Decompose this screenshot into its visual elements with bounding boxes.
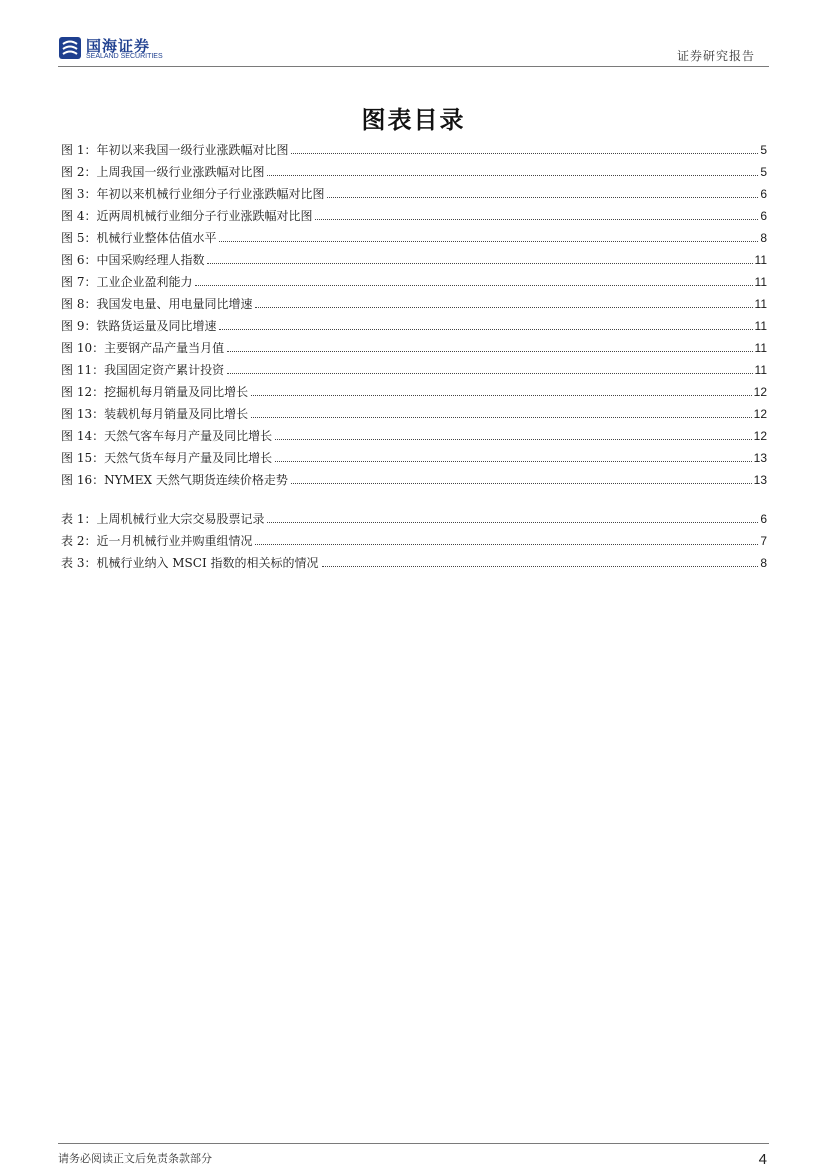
toc-dot-leader — [255, 306, 752, 308]
toc-entry-label: 图 10：主要钢产品产量当月值 — [61, 341, 225, 355]
toc-dot-leader — [251, 394, 752, 396]
brand-name-cn: 国海证券 — [86, 37, 151, 55]
figure-list — [61, 136, 767, 488]
toc-entry-page: 13 — [753, 473, 767, 487]
toc-figure-entry[interactable] — [61, 312, 767, 334]
toc-figure-entry[interactable] — [61, 268, 767, 290]
toc-entry-page: 11 — [754, 341, 767, 355]
toc-entry-label: 图 12：挖掘机每月销量及同比增长 — [61, 385, 249, 399]
toc-figure-entry[interactable] — [61, 224, 767, 246]
toc-figure-entry[interactable] — [61, 334, 767, 356]
toc-dot-leader — [275, 460, 752, 462]
toc-dot-leader — [227, 350, 752, 352]
toc-dot-leader — [207, 262, 752, 264]
toc-entry-page: 12 — [753, 407, 767, 421]
toc-figure-entry[interactable] — [61, 378, 767, 400]
toc-entry-label: 图 13：装载机每月销量及同比增长 — [61, 407, 249, 421]
toc-entry-page: 11 — [754, 275, 767, 289]
toc-dot-leader — [291, 152, 758, 154]
toc-entry-page: 11 — [754, 363, 767, 377]
toc-entry-page: 7 — [760, 534, 767, 548]
toc-entry-page: 13 — [753, 451, 767, 465]
toc-figure-entry[interactable] — [61, 400, 767, 422]
toc-entry-label: 表 3：机械行业纳入 MSCI 指数的相关标的情况 — [61, 556, 319, 570]
toc-figure-entry[interactable] — [61, 290, 767, 312]
sealand-logo-icon — [58, 36, 82, 60]
toc-dot-leader — [219, 328, 752, 330]
toc-figure-entry[interactable] — [61, 136, 767, 158]
toc-figure-entry[interactable] — [61, 356, 767, 378]
brand-name-en: SEALAND SECURITIES — [86, 53, 163, 60]
toc-table-entry[interactable] — [61, 505, 767, 527]
toc-entry-label: 表 1：上周机械行业大宗交易股票记录 — [61, 512, 265, 526]
page-header — [58, 34, 769, 67]
toc-figure-entry[interactable] — [61, 466, 767, 488]
toc-dot-leader — [251, 416, 752, 418]
toc-figure-entry[interactable] — [61, 246, 767, 268]
toc-entry-page: 6 — [760, 187, 767, 201]
toc-entry-page: 11 — [754, 253, 767, 267]
toc-entry-label: 图 8：我国发电量、用电量同比增速 — [61, 297, 253, 311]
toc-entry-page: 6 — [760, 512, 767, 526]
toc-entry-label: 图 9：铁路货运量及同比增速 — [61, 319, 217, 333]
toc-entry-page: 8 — [760, 556, 767, 570]
toc-dot-leader — [315, 218, 758, 220]
toc-entry-page: 6 — [760, 209, 767, 223]
toc-entry-label: 图 7：工业企业盈利能力 — [61, 275, 193, 289]
toc-entry-label: 图 11：我国固定资产累计投资 — [61, 363, 225, 377]
toc-figure-entry[interactable] — [61, 444, 767, 466]
toc-dot-leader — [195, 284, 752, 286]
toc-dot-leader — [227, 372, 752, 374]
toc-entry-label: 图 16：NYMEX 天然气期货连续价格走势 — [61, 473, 288, 487]
toc-entry-label: 图 15：天然气货车每月产量及同比增长 — [61, 451, 273, 465]
toc-figure-entry[interactable] — [61, 180, 767, 202]
toc-entry-page: 8 — [760, 231, 767, 245]
toc-entry-label: 图 6：中国采购经理人指数 — [61, 253, 205, 267]
toc-entry-label: 图 2：上周我国一级行业涨跌幅对比图 — [61, 165, 265, 179]
toc-table-entry[interactable] — [61, 527, 767, 549]
table-list — [61, 505, 767, 571]
toc-entry-label: 图 3：年初以来机械行业细分子行业涨跌幅对比图 — [61, 187, 325, 201]
toc-entry-label: 图 14：天然气客车每月产量及同比增长 — [61, 429, 273, 443]
toc-dot-leader — [291, 482, 752, 484]
toc-entry-page: 5 — [760, 143, 767, 157]
toc-entry-page: 5 — [760, 165, 767, 179]
page-number: 4 — [758, 1151, 767, 1168]
toc-entry-page: 12 — [753, 429, 767, 443]
toc-entry-label: 图 1：年初以来我国一级行业涨跌幅对比图 — [61, 143, 289, 157]
toc-dot-leader — [275, 438, 752, 440]
toc-entry-label: 表 2：近一月机械行业并购重组情况 — [61, 534, 253, 548]
toc-entry-label: 图 5：机械行业整体估值水平 — [61, 231, 217, 245]
toc-dot-leader — [267, 521, 758, 523]
toc-dot-leader — [219, 240, 758, 242]
disclaimer-note: 请务必阅读正文后免责条款部分 — [58, 1152, 212, 1165]
page-footer — [58, 1143, 769, 1168]
toc-entry-page: 11 — [754, 297, 767, 311]
toc-figure-entry[interactable] — [61, 202, 767, 224]
toc-dot-leader — [327, 196, 758, 198]
toc-table-entry[interactable] — [61, 549, 767, 571]
toc-dot-leader — [267, 174, 758, 176]
page-title: 图表目录 — [361, 106, 466, 134]
toc-entry-page: 12 — [753, 385, 767, 399]
toc-entry-page: 11 — [754, 319, 767, 333]
toc-entry-label: 图 4：近两周机械行业细分子行业涨跌幅对比图 — [61, 209, 313, 223]
toc-figure-entry[interactable] — [61, 158, 767, 180]
toc-figure-entry[interactable] — [61, 422, 767, 444]
toc-dot-leader — [255, 543, 758, 545]
toc-dot-leader — [322, 565, 759, 567]
report-type-label: 证券研究报告 — [676, 49, 755, 63]
